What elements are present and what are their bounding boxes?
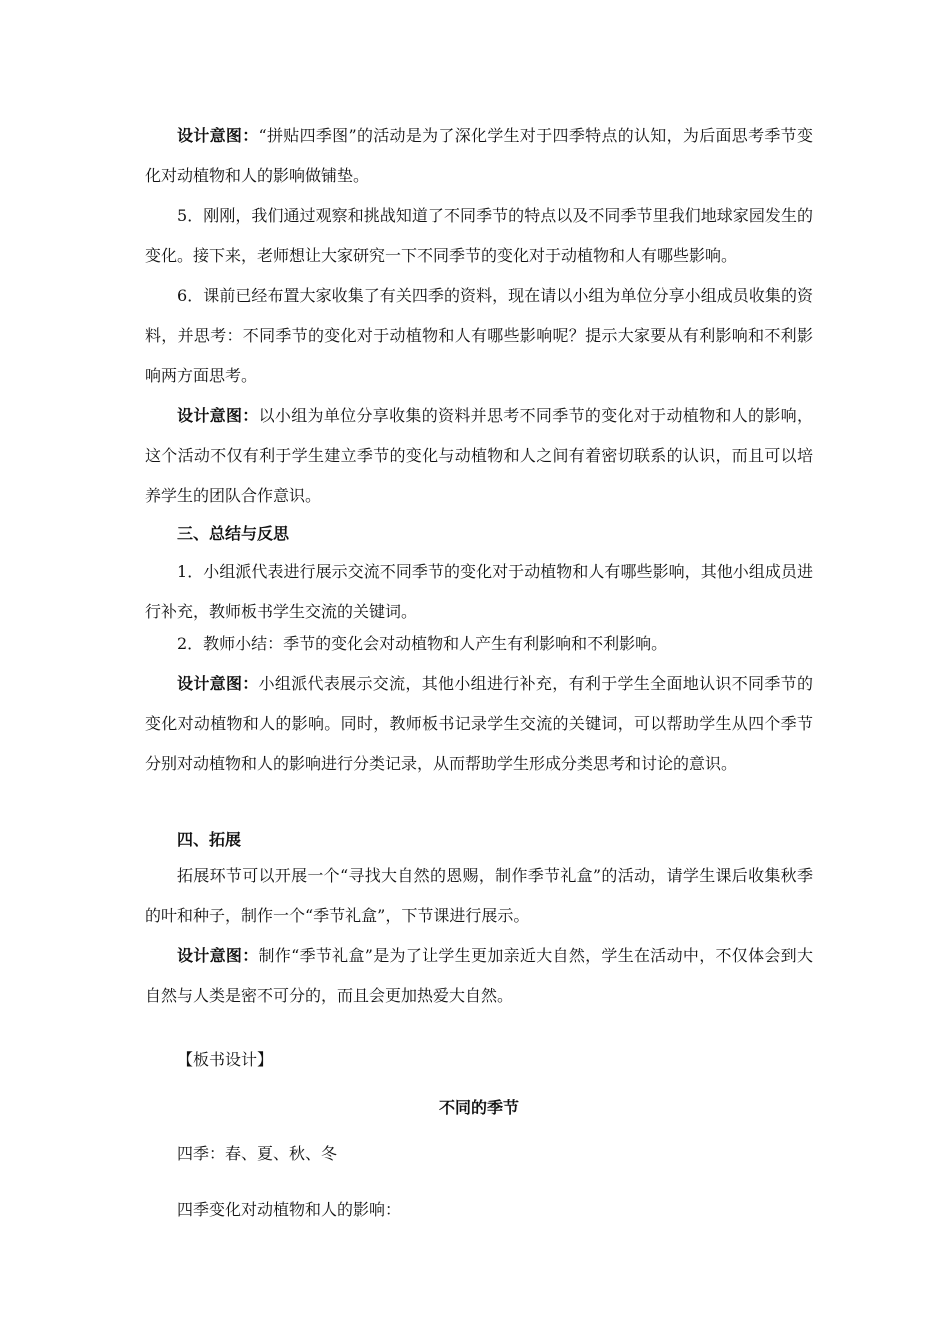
paragraph-text: 小组派代表展示交流，其他小组进行补充，有利于学生全面地认识不同季节的变化对动植物和人的影响。同时，教师板书记录学生交流的关键词，可以帮助学生从四个季节分别对动植物和人的影响进行分类记录，从而帮助学生形成分类思考和讨论的意识。	[145, 674, 813, 773]
design-intent-paragraph-1	[145, 116, 813, 196]
design-intent-paragraph-3	[145, 664, 813, 784]
design-intent-label: 设计意图：	[177, 406, 259, 425]
board-line-seasons: 四季：春、夏、秋、冬	[177, 1144, 338, 1163]
paragraph-text: 拓展环节可以开展一个“寻找大自然的恩赐，制作季节礼盒”的活动，请学生课后收集秋季的叶和种子，制作一个“季节礼盒”，下节课进行展示。	[145, 866, 813, 925]
step-6-paragraph	[145, 276, 813, 396]
paragraph-text: 以小组为单位分享收集的资料并思考不同季节的变化对于动植物和人的影响，这个活动不仅有利于学生建立季节的变化与动植物和人之间有着密切联系的认识，而且可以培养学生的团队合作意识。	[145, 406, 813, 505]
paragraph-text: 5．刚刚，我们通过观察和挑战知道了不同季节的特点以及不同季节里我们地球家园发生的变化。接下来，老师想让大家研究一下不同季节的变化对于动植物和人有哪些影响。	[145, 206, 813, 265]
paragraph-text: 6．课前已经布置大家收集了有关四季的资料，现在请以小组为单位分享小组成员收集的资料，并思考：不同季节的变化对于动植物和人有哪些影响呢？提示大家要从有利影响和不利影响两方面思考。	[145, 286, 813, 385]
design-intent-label: 设计意图：	[177, 674, 259, 693]
extension-paragraph	[145, 856, 813, 936]
step-5-paragraph	[145, 196, 813, 276]
design-intent-paragraph-2	[145, 396, 813, 516]
summary-step-2-paragraph	[145, 624, 813, 664]
board-design-label: 【板书设计】	[177, 1050, 274, 1069]
paragraph-text: “拼贴四季图”的活动是为了深化学生对于四季特点的认知，为后面思考季节变化对动植物和人的影响做铺垫。	[145, 126, 813, 185]
summary-step-1-paragraph	[145, 552, 813, 632]
paragraph-text: 1．小组派代表进行展示交流不同季节的变化对于动植物和人有哪些影响，其他小组成员进行补充，教师板书学生交流的关键词。	[145, 562, 813, 621]
board-line-influence: 四季变化对动植物和人的影响：	[177, 1200, 402, 1219]
paragraph-text: 制作“季节礼盒”是为了让学生更加亲近大自然，学生在活动中，不仅体会到大自然与人类是密不可分的，而且会更加热爱大自然。	[145, 946, 813, 1005]
design-intent-paragraph-4	[145, 936, 813, 1016]
paragraph-text: 2．教师小结：季节的变化会对动植物和人产生有利影响和不利影响。	[177, 634, 668, 653]
section-heading-summary: 三、总结与反思	[177, 524, 290, 543]
design-intent-label: 设计意图：	[177, 126, 259, 145]
section-heading-extension: 四、拓展	[177, 830, 242, 849]
design-intent-label: 设计意图：	[177, 946, 259, 965]
board-title: 不同的季节	[438, 1098, 519, 1117]
